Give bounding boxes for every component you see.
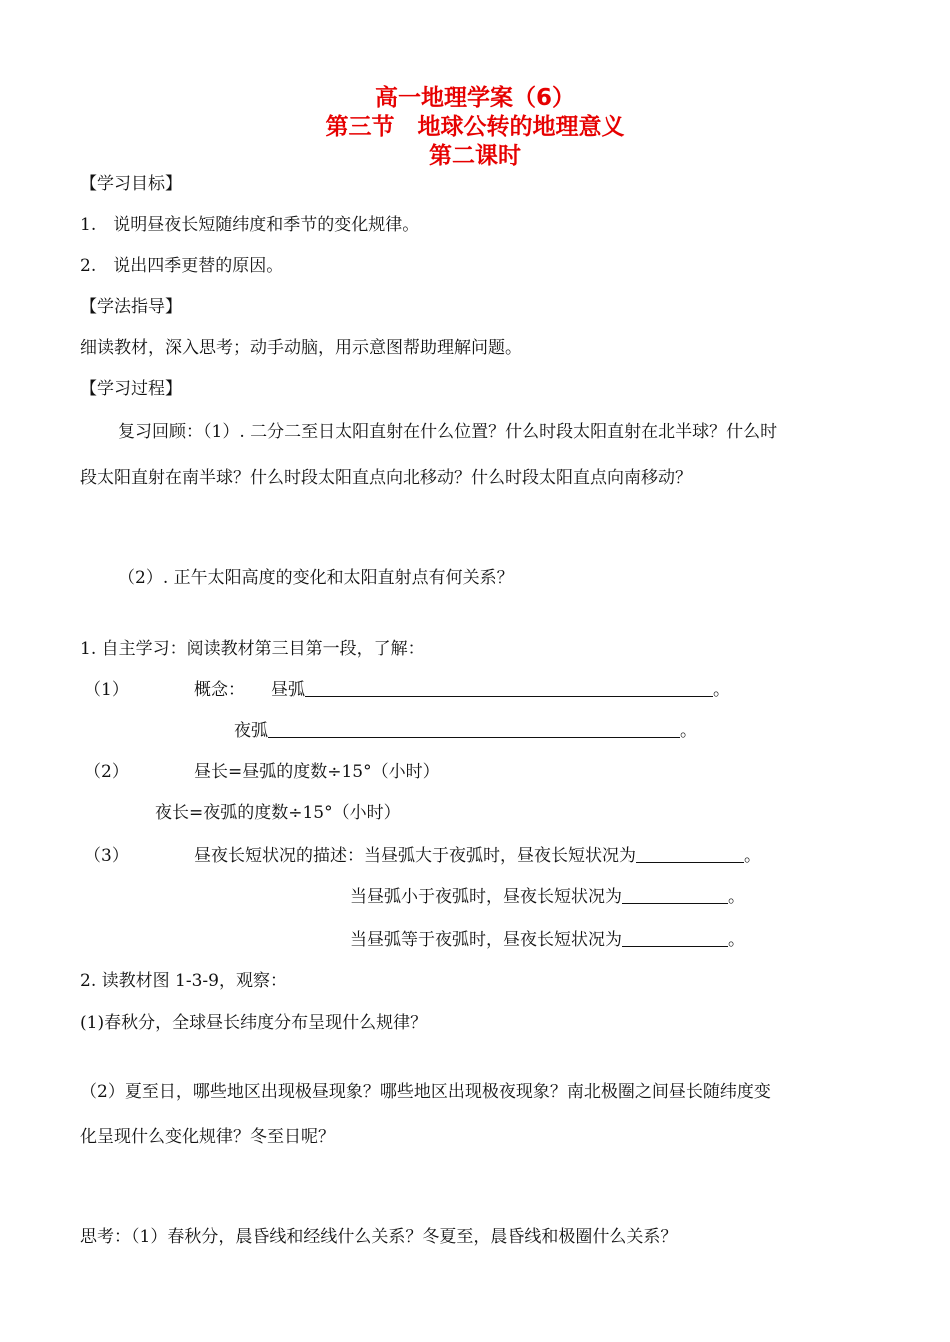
desc-row-1 bbox=[194, 845, 761, 867]
desc-2-text: 当昼弧小于夜弧时，昼夜长短状况为 bbox=[350, 887, 622, 907]
night-arc-blank[interactable] bbox=[268, 721, 680, 738]
review-question-1-line2: 段太阳直射在南半球？什么时段太阳直点向北移动？什么时段太阳直点向南移动？ bbox=[80, 468, 692, 488]
objectives-heading: 【学习目标】 bbox=[80, 174, 182, 194]
night-arc-label: 夜弧 bbox=[234, 721, 268, 741]
concept-label: 概念： bbox=[194, 680, 245, 700]
desc-2-blank[interactable] bbox=[622, 887, 728, 904]
desc-row-2 bbox=[350, 886, 745, 908]
day-length-formula: 昼长=昼弧的度数÷15°（小时） bbox=[194, 762, 440, 782]
item-3-number: （3） bbox=[84, 846, 129, 866]
document-title-line3: 第二课时 bbox=[429, 143, 521, 169]
night-length-formula: 夜长=夜弧的度数÷15°（小时） bbox=[155, 803, 401, 823]
day-arc-period: 。 bbox=[713, 680, 730, 700]
night-arc-row bbox=[234, 720, 697, 742]
observe-intro: 2. 读教材图 1-3-9，观察： bbox=[80, 971, 287, 991]
desc-1-period: 。 bbox=[744, 846, 761, 866]
document-title-line2: 第三节 地球公转的地理意义 bbox=[325, 114, 625, 140]
night-arc-period: 。 bbox=[680, 721, 697, 741]
objective-1: 1. 说明昼夜长短随纬度和季节的变化规律。 bbox=[80, 215, 420, 235]
objective-2: 2. 说出四季更替的原因。 bbox=[80, 256, 284, 276]
desc-3-period: 。 bbox=[728, 930, 745, 950]
day-arc-label: 昼弧 bbox=[271, 680, 305, 700]
item-1-number: （1） bbox=[84, 680, 129, 700]
desc-2-period: 。 bbox=[728, 887, 745, 907]
day-arc-row bbox=[194, 679, 730, 701]
desc-3-text: 当昼弧等于夜弧时，昼夜长短状况为 bbox=[350, 930, 622, 950]
think-question-1: 思考：（1）春秋分，晨昏线和经线什么关系？冬夏至，晨昏线和极圈什么关系？ bbox=[80, 1227, 678, 1247]
day-arc-blank[interactable] bbox=[305, 680, 713, 697]
method-heading: 【学法指导】 bbox=[80, 297, 182, 317]
desc-row-3 bbox=[350, 929, 745, 951]
desc-3-blank[interactable] bbox=[622, 930, 728, 947]
review-question-1-line1: 复习回顾：（1）. 二分二至日太阳直射在什么位置？什么时段太阳直射在北半球？什么时 bbox=[118, 422, 778, 442]
observe-question-2-line2: 化呈现什么变化规律？冬至日呢？ bbox=[80, 1127, 335, 1147]
self-study-intro: 1. 自主学习：阅读教材第三目第一段，了解： bbox=[80, 639, 425, 659]
review-question-2: （2）. 正午太阳高度的变化和太阳直射点有何关系？ bbox=[118, 568, 514, 588]
item-2-number: （2） bbox=[84, 762, 129, 782]
desc-1-blank[interactable] bbox=[636, 846, 744, 863]
observe-question-1: (1)春秋分，全球昼长纬度分布呈现什么规律？ bbox=[80, 1013, 428, 1033]
process-heading: 【学习过程】 bbox=[80, 379, 182, 399]
desc-1-text: 昼夜长短状况的描述：当昼弧大于夜弧时，昼夜长短状况为 bbox=[194, 846, 636, 866]
observe-question-2-line1: （2）夏至日，哪些地区出现极昼现象？哪些地区出现极夜现象？南北极圈之间昼长随纬度变 bbox=[80, 1082, 771, 1102]
document-title-line1: 高一地理学案（6） bbox=[374, 85, 575, 111]
method-text: 细读教材，深入思考；动手动脑，用示意图帮助理解问题。 bbox=[80, 338, 522, 358]
